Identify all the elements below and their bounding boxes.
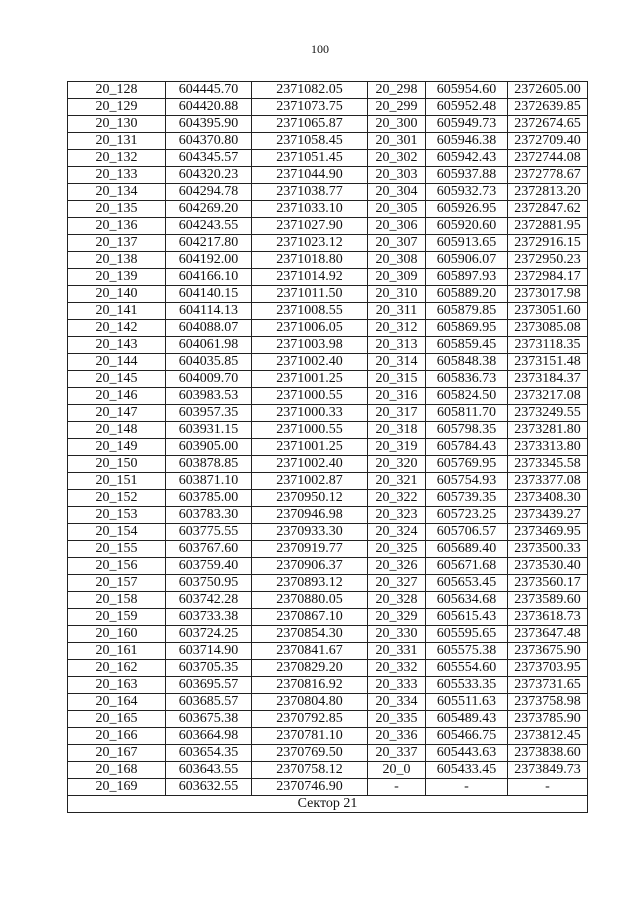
y-coord-right-cell: 2373703.95 xyxy=(508,660,588,677)
y-coord-right-cell: 2372744.08 xyxy=(508,150,588,167)
y-coord-left-cell: 2371051.45 xyxy=(252,150,368,167)
point-id-left-cell: 20_150 xyxy=(68,456,166,473)
point-id-right-cell: 20_329 xyxy=(368,609,426,626)
coordinates-table-body xyxy=(68,82,588,813)
table-row xyxy=(68,592,588,609)
point-id-left-cell: 20_138 xyxy=(68,252,166,269)
x-coord-left-cell: 604294.78 xyxy=(166,184,252,201)
x-coord-left-cell: 603664.98 xyxy=(166,728,252,745)
y-coord-left-cell: 2371082.05 xyxy=(252,82,368,99)
y-coord-right-cell: 2373151.48 xyxy=(508,354,588,371)
point-id-right-cell: 20_319 xyxy=(368,439,426,456)
table-row xyxy=(68,167,588,184)
point-id-left-cell: 20_151 xyxy=(68,473,166,490)
point-id-left-cell: 20_149 xyxy=(68,439,166,456)
x-coord-left-cell: 604243.55 xyxy=(166,218,252,235)
table-row xyxy=(68,201,588,218)
x-coord-right-cell: 605689.40 xyxy=(426,541,508,558)
point-id-right-cell: 20_337 xyxy=(368,745,426,762)
table-row xyxy=(68,286,588,303)
y-coord-left-cell: 2371018.80 xyxy=(252,252,368,269)
y-coord-right-cell: 2373345.58 xyxy=(508,456,588,473)
x-coord-right-cell: 605443.63 xyxy=(426,745,508,762)
y-coord-left-cell: 2370946.98 xyxy=(252,507,368,524)
table-row xyxy=(68,218,588,235)
point-id-left-cell: 20_164 xyxy=(68,694,166,711)
point-id-left-cell: 20_153 xyxy=(68,507,166,524)
y-coord-left-cell: 2370933.30 xyxy=(252,524,368,541)
y-coord-right-cell: 2373812.45 xyxy=(508,728,588,745)
x-coord-right-cell: 605784.43 xyxy=(426,439,508,456)
x-coord-right-cell: 605798.35 xyxy=(426,422,508,439)
y-coord-right-cell: 2373408.30 xyxy=(508,490,588,507)
point-id-left-cell: 20_129 xyxy=(68,99,166,116)
point-id-left-cell: 20_128 xyxy=(68,82,166,99)
y-coord-left-cell: 2370867.10 xyxy=(252,609,368,626)
point-id-right-cell: 20_321 xyxy=(368,473,426,490)
point-id-right-cell: 20_330 xyxy=(368,626,426,643)
point-id-right-cell: 20_336 xyxy=(368,728,426,745)
x-coord-left-cell: 603957.35 xyxy=(166,405,252,422)
table-row xyxy=(68,337,588,354)
table-row xyxy=(68,235,588,252)
x-coord-left-cell: 603685.57 xyxy=(166,694,252,711)
table-row xyxy=(68,694,588,711)
x-coord-left-cell: 604370.80 xyxy=(166,133,252,150)
y-coord-left-cell: 2371000.55 xyxy=(252,422,368,439)
table-row xyxy=(68,252,588,269)
x-coord-left-cell: 603871.10 xyxy=(166,473,252,490)
point-id-right-cell: 20_307 xyxy=(368,235,426,252)
point-id-left-cell: 20_130 xyxy=(68,116,166,133)
table-row xyxy=(68,405,588,422)
y-coord-left-cell: 2370769.50 xyxy=(252,745,368,762)
point-id-left-cell: 20_159 xyxy=(68,609,166,626)
y-coord-left-cell: 2371058.45 xyxy=(252,133,368,150)
x-coord-left-cell: 603750.95 xyxy=(166,575,252,592)
table-row xyxy=(68,711,588,728)
point-id-right-cell: 20_302 xyxy=(368,150,426,167)
table-row xyxy=(68,82,588,99)
point-id-left-cell: 20_139 xyxy=(68,269,166,286)
x-coord-left-cell: 604445.70 xyxy=(166,82,252,99)
y-coord-right-cell: 2372950.23 xyxy=(508,252,588,269)
point-id-right-cell: - xyxy=(368,779,426,796)
point-id-right-cell: 20_320 xyxy=(368,456,426,473)
x-coord-left-cell: 604009.70 xyxy=(166,371,252,388)
table-row xyxy=(68,303,588,320)
x-coord-right-cell: 605859.45 xyxy=(426,337,508,354)
table-row xyxy=(68,524,588,541)
x-coord-right-cell: 605920.60 xyxy=(426,218,508,235)
y-coord-left-cell: 2371073.75 xyxy=(252,99,368,116)
y-coord-right-cell: 2373017.98 xyxy=(508,286,588,303)
y-coord-right-cell: 2373281.80 xyxy=(508,422,588,439)
table-row xyxy=(68,541,588,558)
point-id-right-cell: 20_316 xyxy=(368,388,426,405)
x-coord-right-cell: 605433.45 xyxy=(426,762,508,779)
point-id-left-cell: 20_161 xyxy=(68,643,166,660)
point-id-right-cell: 20_331 xyxy=(368,643,426,660)
point-id-right-cell: 20_300 xyxy=(368,116,426,133)
point-id-left-cell: 20_145 xyxy=(68,371,166,388)
point-id-right-cell: 20_310 xyxy=(368,286,426,303)
x-coord-right-cell: 605879.85 xyxy=(426,303,508,320)
table-row xyxy=(68,643,588,660)
y-coord-left-cell: 2371001.25 xyxy=(252,439,368,456)
x-coord-right-cell: 605533.35 xyxy=(426,677,508,694)
y-coord-left-cell: 2371044.90 xyxy=(252,167,368,184)
point-id-right-cell: 20_305 xyxy=(368,201,426,218)
x-coord-left-cell: 603905.00 xyxy=(166,439,252,456)
point-id-left-cell: 20_142 xyxy=(68,320,166,337)
point-id-left-cell: 20_140 xyxy=(68,286,166,303)
point-id-right-cell: 20_317 xyxy=(368,405,426,422)
table-row xyxy=(68,422,588,439)
y-coord-right-cell: 2373530.40 xyxy=(508,558,588,575)
table-row xyxy=(68,456,588,473)
table-row xyxy=(68,269,588,286)
point-id-left-cell: 20_131 xyxy=(68,133,166,150)
page-number: 100 xyxy=(311,42,329,56)
x-coord-left-cell: 604395.90 xyxy=(166,116,252,133)
x-coord-left-cell: 603705.35 xyxy=(166,660,252,677)
table-row xyxy=(68,354,588,371)
point-id-left-cell: 20_152 xyxy=(68,490,166,507)
table-row xyxy=(68,150,588,167)
point-id-left-cell: 20_143 xyxy=(68,337,166,354)
x-coord-right-cell: 605913.65 xyxy=(426,235,508,252)
point-id-left-cell: 20_148 xyxy=(68,422,166,439)
y-coord-right-cell: 2373589.60 xyxy=(508,592,588,609)
y-coord-left-cell: 2370746.90 xyxy=(252,779,368,796)
x-coord-left-cell: 603742.28 xyxy=(166,592,252,609)
x-coord-right-cell: 605926.95 xyxy=(426,201,508,218)
y-coord-right-cell: 2372709.40 xyxy=(508,133,588,150)
y-coord-right-cell: 2373249.55 xyxy=(508,405,588,422)
sector-label: Сектор 21 xyxy=(68,796,588,813)
x-coord-left-cell: 603695.57 xyxy=(166,677,252,694)
point-id-right-cell: 20_309 xyxy=(368,269,426,286)
table-row xyxy=(68,626,588,643)
point-id-right-cell: 20_335 xyxy=(368,711,426,728)
x-coord-left-cell: 603878.85 xyxy=(166,456,252,473)
y-coord-right-cell: 2373758.98 xyxy=(508,694,588,711)
table-row xyxy=(68,677,588,694)
x-coord-left-cell: 603632.55 xyxy=(166,779,252,796)
x-coord-right-cell: 605954.60 xyxy=(426,82,508,99)
y-coord-right-cell: 2372813.20 xyxy=(508,184,588,201)
x-coord-right-cell: 605554.60 xyxy=(426,660,508,677)
y-coord-right-cell: 2373675.90 xyxy=(508,643,588,660)
y-coord-right-cell: 2373184.37 xyxy=(508,371,588,388)
x-coord-left-cell: 603654.35 xyxy=(166,745,252,762)
table-row xyxy=(68,388,588,405)
point-id-right-cell: 20_318 xyxy=(368,422,426,439)
table-row xyxy=(68,184,588,201)
point-id-left-cell: 20_165 xyxy=(68,711,166,728)
y-coord-right-cell: 2372674.65 xyxy=(508,116,588,133)
y-coord-right-cell: 2373217.08 xyxy=(508,388,588,405)
x-coord-left-cell: 603767.60 xyxy=(166,541,252,558)
y-coord-right-cell: 2372881.95 xyxy=(508,218,588,235)
y-coord-right-cell: 2372605.00 xyxy=(508,82,588,99)
point-id-right-cell: 20_328 xyxy=(368,592,426,609)
x-coord-right-cell: 605897.93 xyxy=(426,269,508,286)
x-coord-right-cell: 605946.38 xyxy=(426,133,508,150)
y-coord-left-cell: 2371014.92 xyxy=(252,269,368,286)
point-id-right-cell: 20_332 xyxy=(368,660,426,677)
y-coord-left-cell: 2370829.20 xyxy=(252,660,368,677)
point-id-right-cell: 20_333 xyxy=(368,677,426,694)
y-coord-right-cell: 2373051.60 xyxy=(508,303,588,320)
x-coord-right-cell: 605575.38 xyxy=(426,643,508,660)
x-coord-right-cell: - xyxy=(426,779,508,796)
y-coord-left-cell: 2371002.40 xyxy=(252,456,368,473)
point-id-right-cell: 20_315 xyxy=(368,371,426,388)
x-coord-right-cell: 605869.95 xyxy=(426,320,508,337)
x-coord-left-cell: 604061.98 xyxy=(166,337,252,354)
y-coord-right-cell: 2373849.73 xyxy=(508,762,588,779)
y-coord-left-cell: 2371000.33 xyxy=(252,405,368,422)
y-coord-left-cell: 2371011.50 xyxy=(252,286,368,303)
x-coord-left-cell: 604420.88 xyxy=(166,99,252,116)
point-id-left-cell: 20_169 xyxy=(68,779,166,796)
y-coord-right-cell: 2372847.62 xyxy=(508,201,588,218)
y-coord-left-cell: 2370841.67 xyxy=(252,643,368,660)
x-coord-left-cell: 603785.00 xyxy=(166,490,252,507)
point-id-left-cell: 20_132 xyxy=(68,150,166,167)
y-coord-right-cell: 2373469.95 xyxy=(508,524,588,541)
point-id-right-cell: 20_312 xyxy=(368,320,426,337)
table-row xyxy=(68,116,588,133)
x-coord-left-cell: 604320.23 xyxy=(166,167,252,184)
point-id-left-cell: 20_163 xyxy=(68,677,166,694)
point-id-left-cell: 20_141 xyxy=(68,303,166,320)
point-id-right-cell: 20_311 xyxy=(368,303,426,320)
point-id-right-cell: 20_325 xyxy=(368,541,426,558)
x-coord-left-cell: 603733.38 xyxy=(166,609,252,626)
x-coord-right-cell: 605889.20 xyxy=(426,286,508,303)
y-coord-right-cell: 2373731.65 xyxy=(508,677,588,694)
x-coord-left-cell: 603714.90 xyxy=(166,643,252,660)
x-coord-left-cell: 604345.57 xyxy=(166,150,252,167)
point-id-right-cell: 20_0 xyxy=(368,762,426,779)
table-row xyxy=(68,660,588,677)
x-coord-right-cell: 605949.73 xyxy=(426,116,508,133)
x-coord-right-cell: 605848.38 xyxy=(426,354,508,371)
point-id-left-cell: 20_162 xyxy=(68,660,166,677)
x-coord-right-cell: 605932.73 xyxy=(426,184,508,201)
y-coord-left-cell: 2370854.30 xyxy=(252,626,368,643)
table-row xyxy=(68,575,588,592)
table-row xyxy=(68,728,588,745)
point-id-left-cell: 20_137 xyxy=(68,235,166,252)
table-row xyxy=(68,473,588,490)
table-row xyxy=(68,762,588,779)
y-coord-left-cell: 2371003.98 xyxy=(252,337,368,354)
x-coord-left-cell: 603759.40 xyxy=(166,558,252,575)
table-row xyxy=(68,99,588,116)
y-coord-right-cell: 2373377.08 xyxy=(508,473,588,490)
x-coord-left-cell: 604166.10 xyxy=(166,269,252,286)
y-coord-right-cell: 2373560.17 xyxy=(508,575,588,592)
y-coord-right-cell: 2372639.85 xyxy=(508,99,588,116)
point-id-left-cell: 20_136 xyxy=(68,218,166,235)
point-id-right-cell: 20_306 xyxy=(368,218,426,235)
x-coord-left-cell: 603775.55 xyxy=(166,524,252,541)
y-coord-right-cell: 2373647.48 xyxy=(508,626,588,643)
x-coord-right-cell: 605739.35 xyxy=(426,490,508,507)
y-coord-right-cell: 2372984.17 xyxy=(508,269,588,286)
y-coord-right-cell: 2373785.90 xyxy=(508,711,588,728)
y-coord-right-cell: 2372778.67 xyxy=(508,167,588,184)
point-id-right-cell: 20_298 xyxy=(368,82,426,99)
table-row xyxy=(68,745,588,762)
y-coord-left-cell: 2371008.55 xyxy=(252,303,368,320)
x-coord-left-cell: 603724.25 xyxy=(166,626,252,643)
y-coord-left-cell: 2371006.05 xyxy=(252,320,368,337)
y-coord-left-cell: 2371033.10 xyxy=(252,201,368,218)
y-coord-left-cell: 2370758.12 xyxy=(252,762,368,779)
x-coord-right-cell: 605906.07 xyxy=(426,252,508,269)
x-coord-left-cell: 604192.00 xyxy=(166,252,252,269)
table-row xyxy=(68,371,588,388)
point-id-right-cell: 20_308 xyxy=(368,252,426,269)
y-coord-right-cell: 2372916.15 xyxy=(508,235,588,252)
x-coord-right-cell: 605615.43 xyxy=(426,609,508,626)
point-id-left-cell: 20_166 xyxy=(68,728,166,745)
point-id-left-cell: 20_154 xyxy=(68,524,166,541)
x-coord-left-cell: 603643.55 xyxy=(166,762,252,779)
x-coord-left-cell: 604217.80 xyxy=(166,235,252,252)
x-coord-right-cell: 605824.50 xyxy=(426,388,508,405)
point-id-left-cell: 20_133 xyxy=(68,167,166,184)
y-coord-right-cell: 2373618.73 xyxy=(508,609,588,626)
x-coord-left-cell: 603931.15 xyxy=(166,422,252,439)
y-coord-left-cell: 2371027.90 xyxy=(252,218,368,235)
x-coord-right-cell: 605937.88 xyxy=(426,167,508,184)
x-coord-right-cell: 605671.68 xyxy=(426,558,508,575)
point-id-right-cell: 20_314 xyxy=(368,354,426,371)
y-coord-left-cell: 2370816.92 xyxy=(252,677,368,694)
y-coord-left-cell: 2370950.12 xyxy=(252,490,368,507)
coordinates-table xyxy=(67,81,588,813)
x-coord-left-cell: 604088.07 xyxy=(166,320,252,337)
y-coord-right-cell: 2373500.33 xyxy=(508,541,588,558)
x-coord-right-cell: 605511.63 xyxy=(426,694,508,711)
point-id-right-cell: 20_327 xyxy=(368,575,426,592)
x-coord-right-cell: 605489.43 xyxy=(426,711,508,728)
x-coord-right-cell: 605769.95 xyxy=(426,456,508,473)
x-coord-right-cell: 605754.93 xyxy=(426,473,508,490)
y-coord-left-cell: 2371065.87 xyxy=(252,116,368,133)
y-coord-left-cell: 2371000.55 xyxy=(252,388,368,405)
x-coord-left-cell: 604269.20 xyxy=(166,201,252,218)
point-id-right-cell: 20_301 xyxy=(368,133,426,150)
point-id-right-cell: 20_323 xyxy=(368,507,426,524)
y-coord-left-cell: 2371002.87 xyxy=(252,473,368,490)
point-id-left-cell: 20_134 xyxy=(68,184,166,201)
point-id-right-cell: 20_334 xyxy=(368,694,426,711)
x-coord-right-cell: 605466.75 xyxy=(426,728,508,745)
point-id-right-cell: 20_304 xyxy=(368,184,426,201)
y-coord-right-cell: 2373118.35 xyxy=(508,337,588,354)
table-row xyxy=(68,558,588,575)
y-coord-right-cell: 2373313.80 xyxy=(508,439,588,456)
x-coord-right-cell: 605952.48 xyxy=(426,99,508,116)
x-coord-right-cell: 605706.57 xyxy=(426,524,508,541)
point-id-left-cell: 20_156 xyxy=(68,558,166,575)
point-id-left-cell: 20_155 xyxy=(68,541,166,558)
x-coord-left-cell: 604035.85 xyxy=(166,354,252,371)
y-coord-right-cell: 2373439.27 xyxy=(508,507,588,524)
table-row xyxy=(68,133,588,150)
y-coord-right-cell: - xyxy=(508,779,588,796)
x-coord-left-cell: 604114.13 xyxy=(166,303,252,320)
x-coord-right-cell: 605723.25 xyxy=(426,507,508,524)
x-coord-left-cell: 603983.53 xyxy=(166,388,252,405)
table-row xyxy=(68,779,588,796)
y-coord-left-cell: 2370880.05 xyxy=(252,592,368,609)
y-coord-right-cell: 2373838.60 xyxy=(508,745,588,762)
table-row xyxy=(68,507,588,524)
x-coord-right-cell: 605836.73 xyxy=(426,371,508,388)
x-coord-left-cell: 603783.30 xyxy=(166,507,252,524)
y-coord-left-cell: 2370919.77 xyxy=(252,541,368,558)
point-id-right-cell: 20_326 xyxy=(368,558,426,575)
sector-row xyxy=(68,796,588,813)
point-id-left-cell: 20_146 xyxy=(68,388,166,405)
point-id-right-cell: 20_324 xyxy=(368,524,426,541)
y-coord-left-cell: 2370792.85 xyxy=(252,711,368,728)
y-coord-left-cell: 2371023.12 xyxy=(252,235,368,252)
y-coord-left-cell: 2370781.10 xyxy=(252,728,368,745)
table-row xyxy=(68,490,588,507)
point-id-right-cell: 20_313 xyxy=(368,337,426,354)
point-id-right-cell: 20_303 xyxy=(368,167,426,184)
point-id-left-cell: 20_157 xyxy=(68,575,166,592)
y-coord-right-cell: 2373085.08 xyxy=(508,320,588,337)
table-row xyxy=(68,320,588,337)
point-id-left-cell: 20_160 xyxy=(68,626,166,643)
y-coord-left-cell: 2371038.77 xyxy=(252,184,368,201)
x-coord-right-cell: 605811.70 xyxy=(426,405,508,422)
x-coord-left-cell: 603675.38 xyxy=(166,711,252,728)
point-id-left-cell: 20_158 xyxy=(68,592,166,609)
point-id-left-cell: 20_147 xyxy=(68,405,166,422)
y-coord-left-cell: 2371001.25 xyxy=(252,371,368,388)
table-row xyxy=(68,609,588,626)
x-coord-left-cell: 604140.15 xyxy=(166,286,252,303)
x-coord-right-cell: 605634.68 xyxy=(426,592,508,609)
x-coord-right-cell: 605942.43 xyxy=(426,150,508,167)
y-coord-left-cell: 2371002.40 xyxy=(252,354,368,371)
point-id-right-cell: 20_322 xyxy=(368,490,426,507)
point-id-left-cell: 20_167 xyxy=(68,745,166,762)
x-coord-right-cell: 605653.45 xyxy=(426,575,508,592)
point-id-left-cell: 20_144 xyxy=(68,354,166,371)
point-id-left-cell: 20_168 xyxy=(68,762,166,779)
y-coord-left-cell: 2370906.37 xyxy=(252,558,368,575)
table-row xyxy=(68,439,588,456)
y-coord-left-cell: 2370804.80 xyxy=(252,694,368,711)
y-coord-left-cell: 2370893.12 xyxy=(252,575,368,592)
point-id-right-cell: 20_299 xyxy=(368,99,426,116)
x-coord-right-cell: 605595.65 xyxy=(426,626,508,643)
point-id-left-cell: 20_135 xyxy=(68,201,166,218)
